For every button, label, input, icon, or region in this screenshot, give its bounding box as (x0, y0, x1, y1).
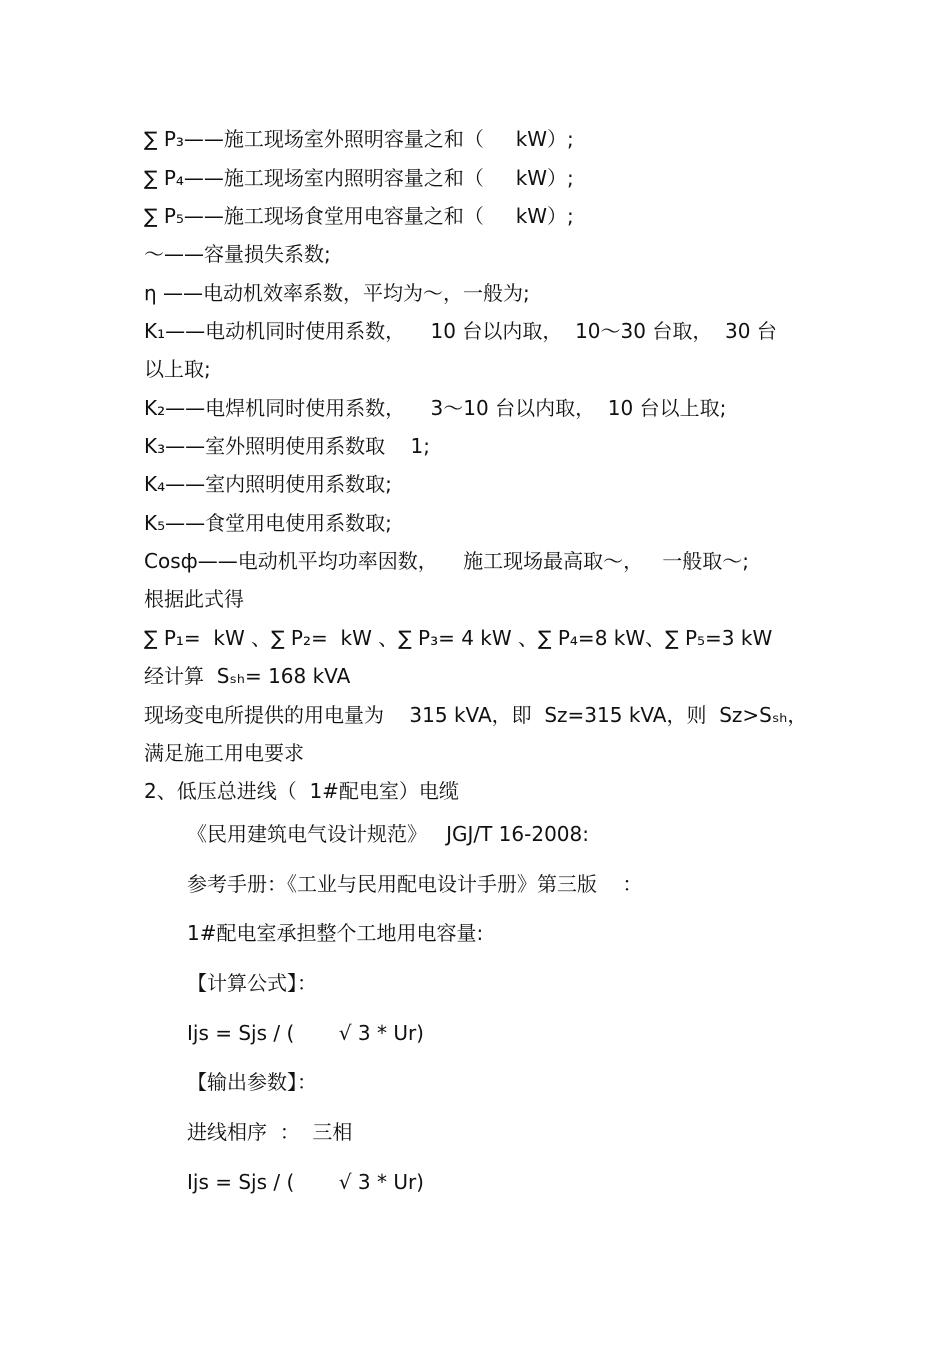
manual-reference: 参考手册：《工业与民用配电设计手册》第三版 ： (187, 872, 643, 896)
text-line: 经计算 Sₛₕ= 168 kVA (144, 664, 351, 688)
section-heading: 2、低压总进线（ 1#配电室）电缆 (144, 779, 459, 803)
text-line: η ——电动机效率系数，平均为～，一般为; (144, 281, 530, 305)
formula: Ijs = Sjs / ( √ 3 * Ur) (187, 1021, 424, 1045)
text-line: K₄——室内照明使用系数取; (144, 472, 392, 496)
text-line: Cosф——电动机平均功率因数， 施工现场最高取～， 一般取～; (144, 549, 749, 573)
text-line: 满足施工用电要求 (144, 741, 304, 765)
text-line: K₂——电焊机同时使用系数， 3～10 台以内取， 10 台以上取; (144, 396, 727, 420)
formula-heading: 【计算公式】： (187, 971, 317, 995)
formula: Ijs = Sjs / ( √ 3 * Ur) (187, 1170, 424, 1194)
output-heading: 【输出参数】： (187, 1070, 317, 1094)
text-line: ～——容量损失系数; (144, 242, 331, 266)
text-line: ∑ P₄——施工现场室内照明容量之和（ kW）; (144, 166, 574, 190)
text-line: 根据此式得 (144, 587, 244, 611)
text-line: ∑ P₃——施工现场室外照明容量之和（ kW）; (144, 127, 574, 151)
text-line: K₁——电动机同时使用系数， 10 台以内取， 10～30 台取， 30 台 (144, 319, 777, 343)
text-line: 1#配电室承担整个工地用电容量: (187, 921, 484, 945)
text-line: ∑ P₅——施工现场食堂用电容量之和（ kW）; (144, 204, 574, 228)
standard-reference: 《民用建筑电气设计规范》 JGJ/T 16-2008: (187, 822, 589, 846)
text-line: 进线相序 ： 三相 (187, 1120, 353, 1144)
text-line: ∑ P₁= kW 、∑ P₂= kW 、∑ P₃= 4 kW 、∑ P₄=8 kW、∑ P₅=3 kW (144, 626, 773, 650)
text-line: 以上取; (144, 357, 211, 381)
text-line: 现场变电所提供的用电量为 315 kVA，即 Sz=315 kVA，则 Sz>Sₛₕ， (144, 703, 808, 727)
text-line: K₅——食堂用电使用系数取; (144, 511, 392, 535)
text-line: K₃——室外照明使用系数取 1; (144, 434, 431, 458)
